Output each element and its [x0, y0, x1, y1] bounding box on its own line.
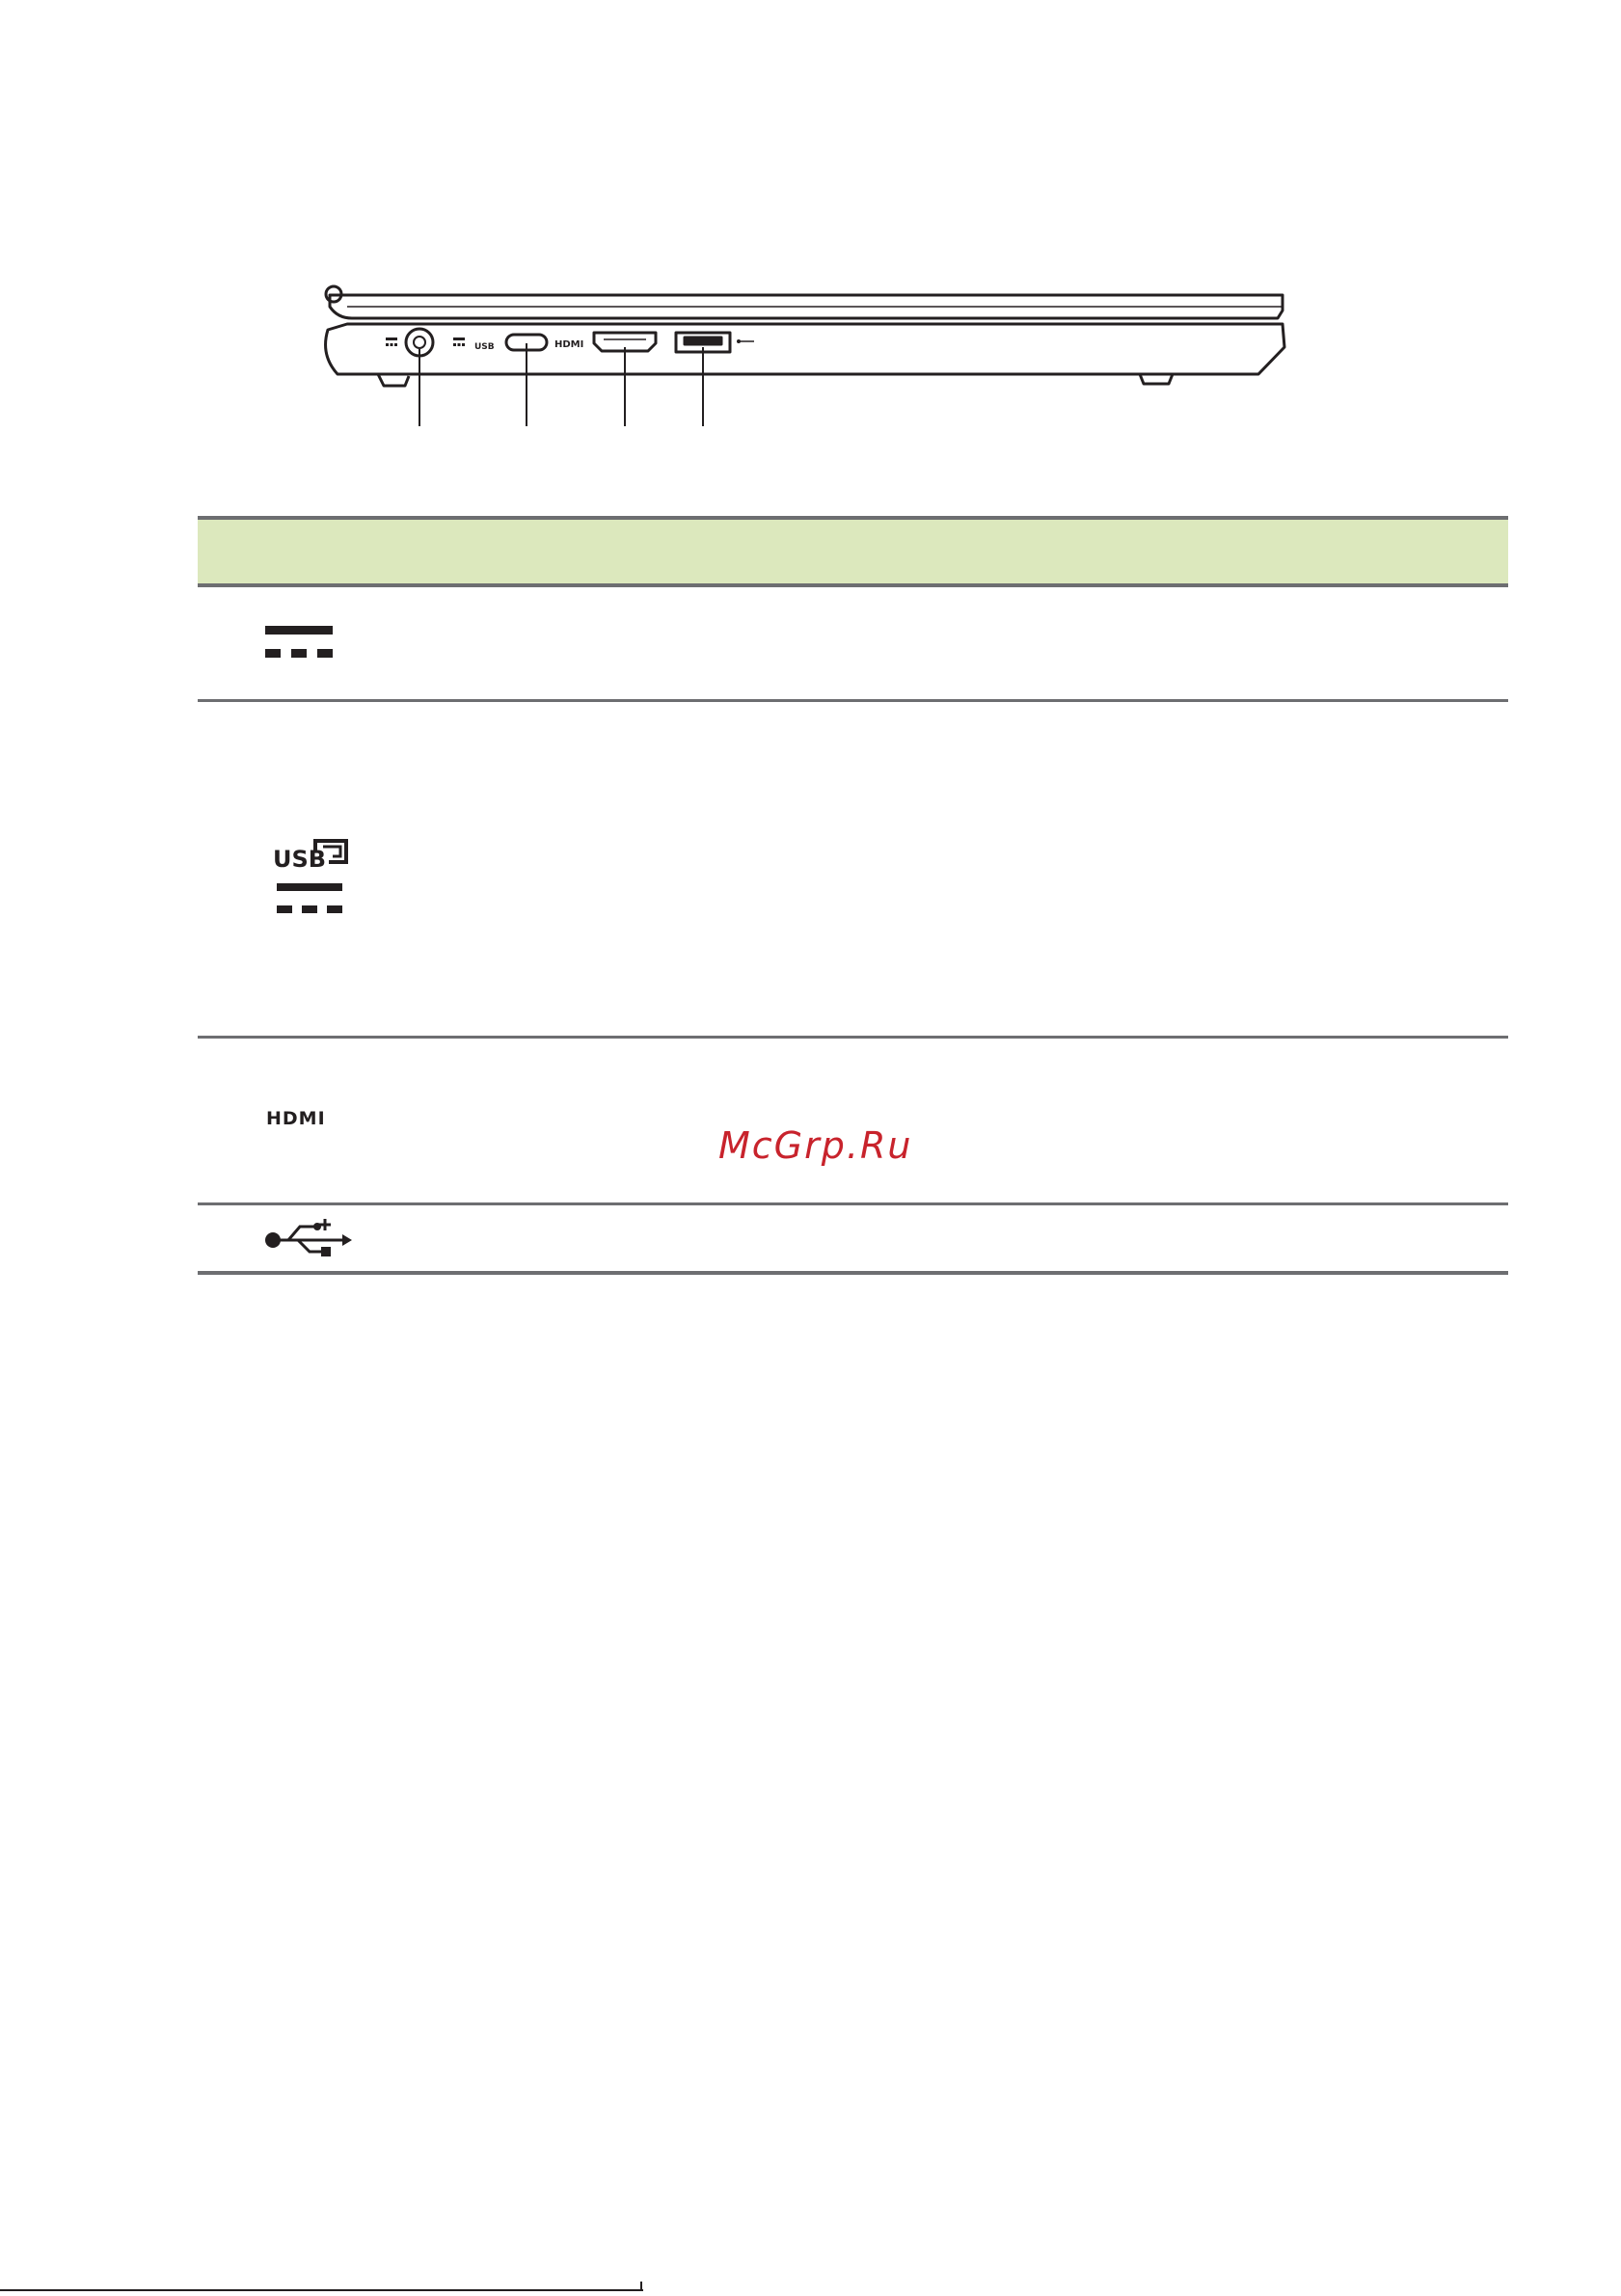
- dc-power-icon: [265, 626, 335, 664]
- hdmi-icon: [266, 1108, 353, 1129]
- table-row: [198, 702, 1508, 1039]
- usb-c-dc-icon: [273, 835, 350, 922]
- watermark: McGrp.Ru: [718, 1124, 913, 1167]
- footer-mark: [640, 2282, 642, 2289]
- table-row: [198, 587, 1508, 702]
- icon-cell: [198, 587, 400, 699]
- usb-icon: [265, 1217, 352, 1259]
- svg-text:HDMI: HDMI: [266, 1108, 326, 1129]
- laptop-base: [326, 324, 1284, 374]
- svg-text:USB: USB: [474, 342, 495, 352]
- table-row: [198, 1039, 1508, 1205]
- laptop-left-side-diagram: [309, 270, 1292, 444]
- table-row: [198, 1205, 1508, 1275]
- table-header: [198, 516, 1508, 587]
- svg-text:HDMI: HDMI: [554, 339, 584, 350]
- left-foot: [378, 374, 409, 386]
- icon-cell: [198, 1039, 400, 1202]
- icon-cell: [198, 1205, 400, 1271]
- footer-rule: [0, 2289, 643, 2291]
- icon-cell: [198, 702, 400, 1036]
- svg-text:USB: USB: [273, 846, 327, 873]
